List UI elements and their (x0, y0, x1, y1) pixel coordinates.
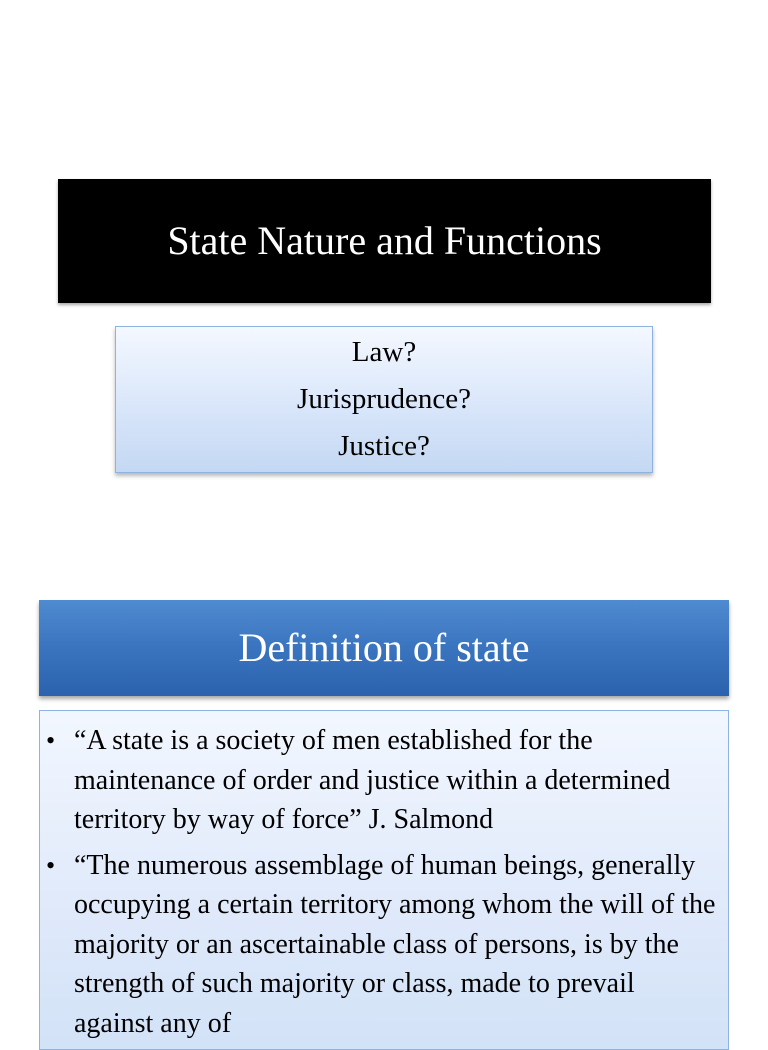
slide2-content-box (39, 710, 729, 1050)
bullet-text-salmond: “A state is a society of men established for the maintenance of order and justice within a determined territory by way of force” J. Salmond (74, 725, 671, 835)
subtitle-line-law: Law? (351, 336, 417, 368)
subtitle-line-jurisprudence: Jurisprudence? (297, 383, 471, 415)
bullet-icon: • (46, 850, 56, 880)
bullet-text-assemblage: “The numerous assemblage of human beings, generally occupying a certain territory among whom the will of the majority or an ascertainable class of persons, is by the strength of such majority or class, made to prevail against any of (74, 849, 716, 1039)
slide1-title: State Nature and Functions (167, 218, 602, 263)
bullet-icon: • (46, 726, 56, 755)
bullet-item-salmond (46, 721, 720, 840)
subtitle-line-justice: Justice? (338, 430, 430, 462)
bullet-item-assemblage (46, 846, 720, 1044)
bullet-list (46, 721, 720, 1043)
slide1-subtitle-box (115, 326, 653, 473)
slide2-title-box (39, 600, 729, 696)
slide1-title-box (58, 179, 711, 303)
slide2-title: Definition of state (238, 625, 530, 670)
